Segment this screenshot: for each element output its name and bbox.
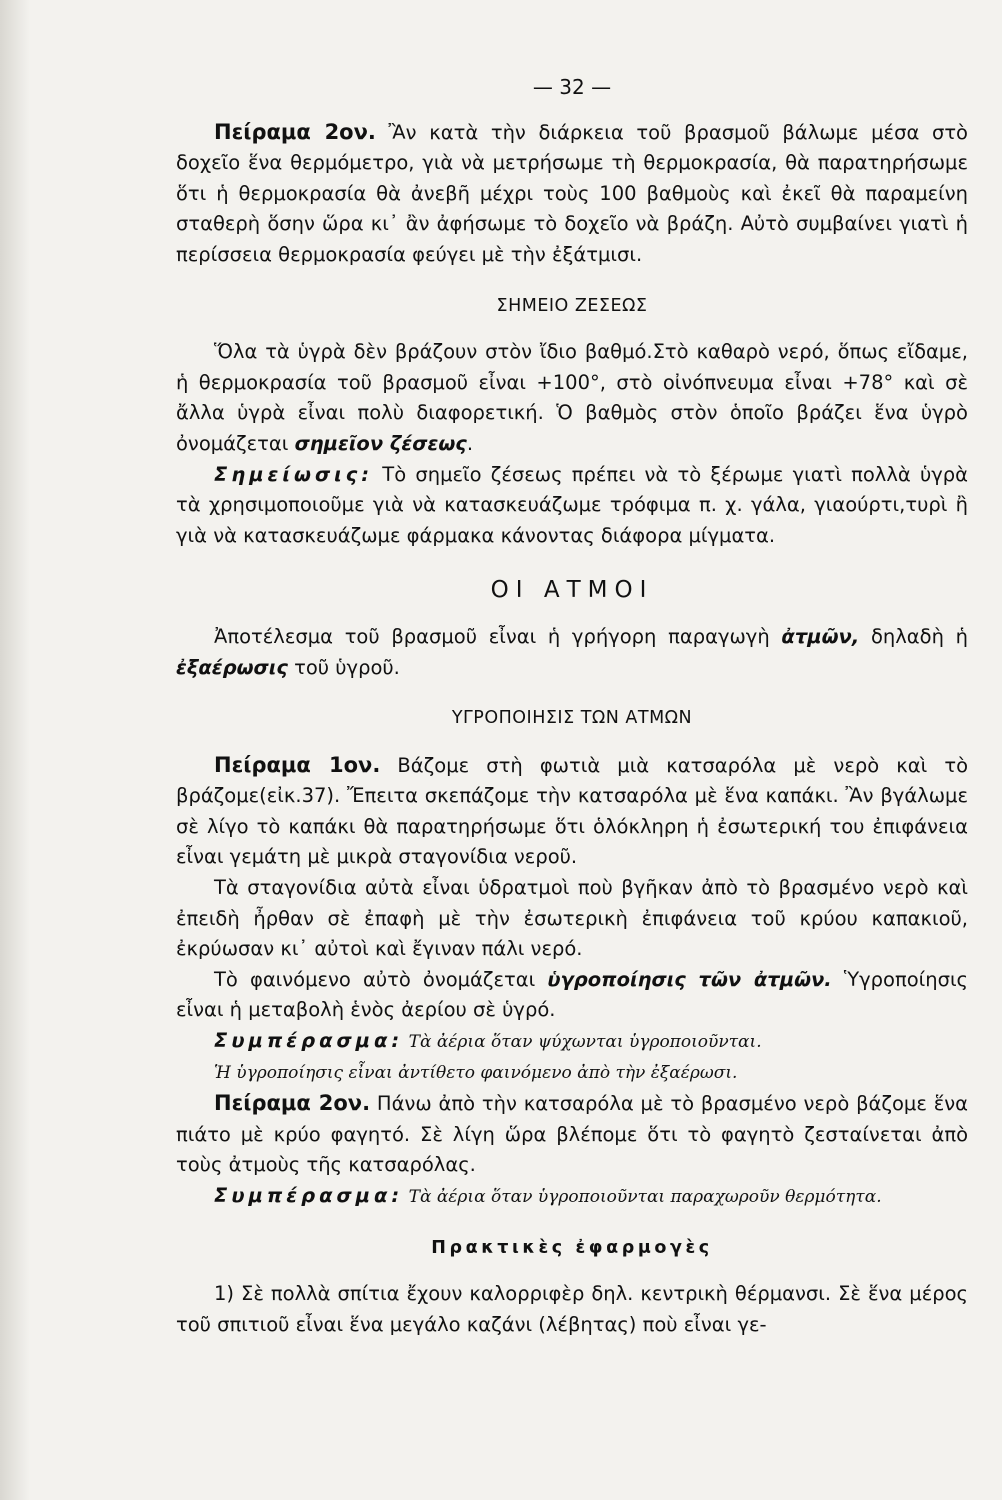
paragraph-experiment-2-boiling (176, 117, 968, 271)
experiment-label: Πείραμα 1ον. (214, 752, 381, 777)
term-boiling-point: σημεῖον ζέσεως (294, 431, 467, 455)
conclusion-1 (176, 1026, 968, 1058)
experiment-label: Πείραμα 2ον. (214, 1091, 371, 1116)
paragraph-text: Τὸ σημεῖο ζέσεως πρέπει νὰ τὸ ξέρωμε γιατὶ πολλὰ ὑγρὰ τὰ χρησιμοποιοῦμε γιὰ νὰ κατασκευάζωμε τρόφιμα π. χ. γάλα, γιαούρτι,τυρὶ ἢ γιὰ νὰ κατασκευάζωμε φάρμακα κάνοντας διάφορα μίγματα. (176, 462, 968, 547)
paragraph-text: Ἂν κατὰ τὴν διάρκεια τοῦ βρασμοῦ βάλωμε μέσα στὸ δοχεῖο ἕνα θερμόμετρο, γιὰ νὰ μετρήσωμε τὴ θερμοκρασία, θὰ παρατηρήσωμε ὅτι ἡ θερμοκρασία θὰ ἀνεβῆ μέχρι τοὺς 100 βαθμοὺς καὶ ἐκεῖ θὰ παραμείνη σταθερὴ ὅσην ὥρα κι᾽ ἂν ἀφήσωμε τὸ δοχεῖο νὰ βράζη. Αὐτὸ συμβαίνει γιατὶ ἡ περίσσεια θερμοκρασία φεύγει μὲ τὴν ἐξάτμισι. (176, 120, 968, 266)
conclusion-text: Τὰ ἀέρια ὅταν ὑγροποιοῦνται παραχωροῦν θερμότητα. (403, 1187, 882, 1207)
paragraph-vapors (176, 622, 968, 683)
paragraph-boiling-point (176, 337, 968, 459)
page-spine-shadow (0, 0, 30, 1500)
paragraph-text: Πάνω ἀπὸ τὴν κατσαρόλα μὲ τὸ βρασμένο νερὸ βάζομε ἕνα πιάτο μὲ κρύο φαγητό. Σὲ λίγη ὥρα βλέπομε ὅτι τὸ φαγητὸ ζεσταίνεται ἀπὸ τοὺς ἀτμοὺς τῆς κατσαρόλας. (176, 1092, 969, 1177)
term-condensation: ὑγροποίησις τῶν ἀτμῶν. (547, 967, 832, 991)
paragraph-application-1: 1) Σὲ πολλὰ σπίτια ἔχουν καλορριφὲρ δηλ. κεντρικὴ θέρμανσι. Σὲ ἕνα μέρος τοῦ σπιτιοῦ εἶναι ἕνα μεγάλο καζάνι (λέβητας) ποὺ εἶναι γε- (176, 1282, 968, 1336)
paragraph-text: Τὸ φαινόμενο αὐτὸ ὀνομάζεται (214, 967, 548, 991)
paragraph-experiment-2-heat (176, 1088, 968, 1181)
heading-vapors: ΟΙ ΑΤΜΟΙ (490, 577, 654, 604)
paragraph-text: . (466, 431, 474, 455)
paragraph-text: τοῦ ὑγροῦ. (287, 655, 400, 679)
paragraph-condensation-definition (176, 965, 968, 1026)
paragraph-note (176, 460, 968, 552)
paragraph-text: Ἀποτέλεσμα τοῦ βρασμοῦ εἶναι ἡ γρήγορη παραγωγὴ (214, 624, 782, 648)
conclusion-label: Συμπέρασμα: (214, 1184, 404, 1207)
term-vapors: ἀτμῶν, (781, 624, 860, 648)
term-evaporation: ἐξαέρωσις (176, 655, 288, 679)
page-number: — 32 — (532, 75, 612, 99)
paragraph-text: Ὑγροποίησις εἶναι ἡ μεταβολὴ ἑνὸς ἀερίου σὲ ὑγρό. (176, 967, 968, 1022)
paragraph-droplets: Τὰ σταγονίδια αὐτὰ εἶναι ὑδρατμοὶ ποὺ βγῆκαν ἀπὸ τὸ βρασμένο νερὸ καὶ ἐπειδὴ ἦρθαν σὲ ἐπαφὴ μὲ τὴν ἐσωτερικὴ ἐπιφάνεια τοῦ κρύου καπακιοῦ, ἐκρύωσαν κι᾽ αὐτοὶ καὶ ἔγιναν πάλι νερό. (176, 876, 968, 961)
experiment-label: Πείραμα 2ον. (214, 119, 376, 144)
conclusion-text: Τὰ ἀέρια ὅταν ψύχωνται ὑγροποιοῦνται. (403, 1032, 762, 1053)
heading-boiling-point: ΣΗΜΕΙΟ ΖΕΣΕΩΣ (496, 295, 648, 316)
paragraph-experiment-1 (176, 750, 968, 873)
note-label: Σημείωσις: (214, 462, 374, 486)
paragraph-text: δηλαδὴ ἡ (859, 624, 968, 648)
heading-practical-applications: Πρακτικὲς ἐφαρμογὲς (431, 1237, 713, 1258)
paragraph-text: Ὅλα τὰ ὑγρὰ δὲν βράζουν στὸν ἴδιο βαθμό.Στὸ καθαρὸ νερό, ὅπως εἴδαμε, ἡ θερμοκρασία τοῦ βρασμοῦ εἶναι +100°, στὸ οἰνόπνευμα εἶναι +78° καὶ σὲ ἄλλα ὑγρὰ εἶναι πολὺ διαφορετική. Ὁ βαθμὸς στὸν ὁποῖο βράζει ἕνα ὑγρὸ ὀνομάζεται (176, 340, 968, 455)
conclusion-2 (176, 1181, 968, 1213)
heading-condensation: ΥΓΡΟΠΟΙΗΣΙΣ ΤΩΝ ΑΤΜΩΝ (451, 708, 693, 729)
conclusion-label: Συμπέρασμα: (214, 1029, 404, 1053)
paragraph-text: Βάζομε στὴ φωτιὰ μιὰ κατσαρόλα μὲ νερὸ καὶ τὸ βράζομε(εἰκ.37). Ἔπειτα σκεπάζομε τὴν κατσαρόλα μὲ ἕνα καπάκι. Ἂν βγάλωμε σὲ λίγο τὸ καπάκι θὰ παρατηρήσωμε ὅτι ὁλόκληρη ἡ ἐσωτερική του ἐπιφάνεια εἶναι γεμάτη μὲ μικρὰ σταγονίδια νεροῦ. (176, 753, 968, 869)
conclusion-1-continued: Ἡ ὑγροποίησις εἶναι ἀντίθετο φαινόμενο ἀπὸ τὴν ἐξαέρωσι. (214, 1062, 738, 1083)
